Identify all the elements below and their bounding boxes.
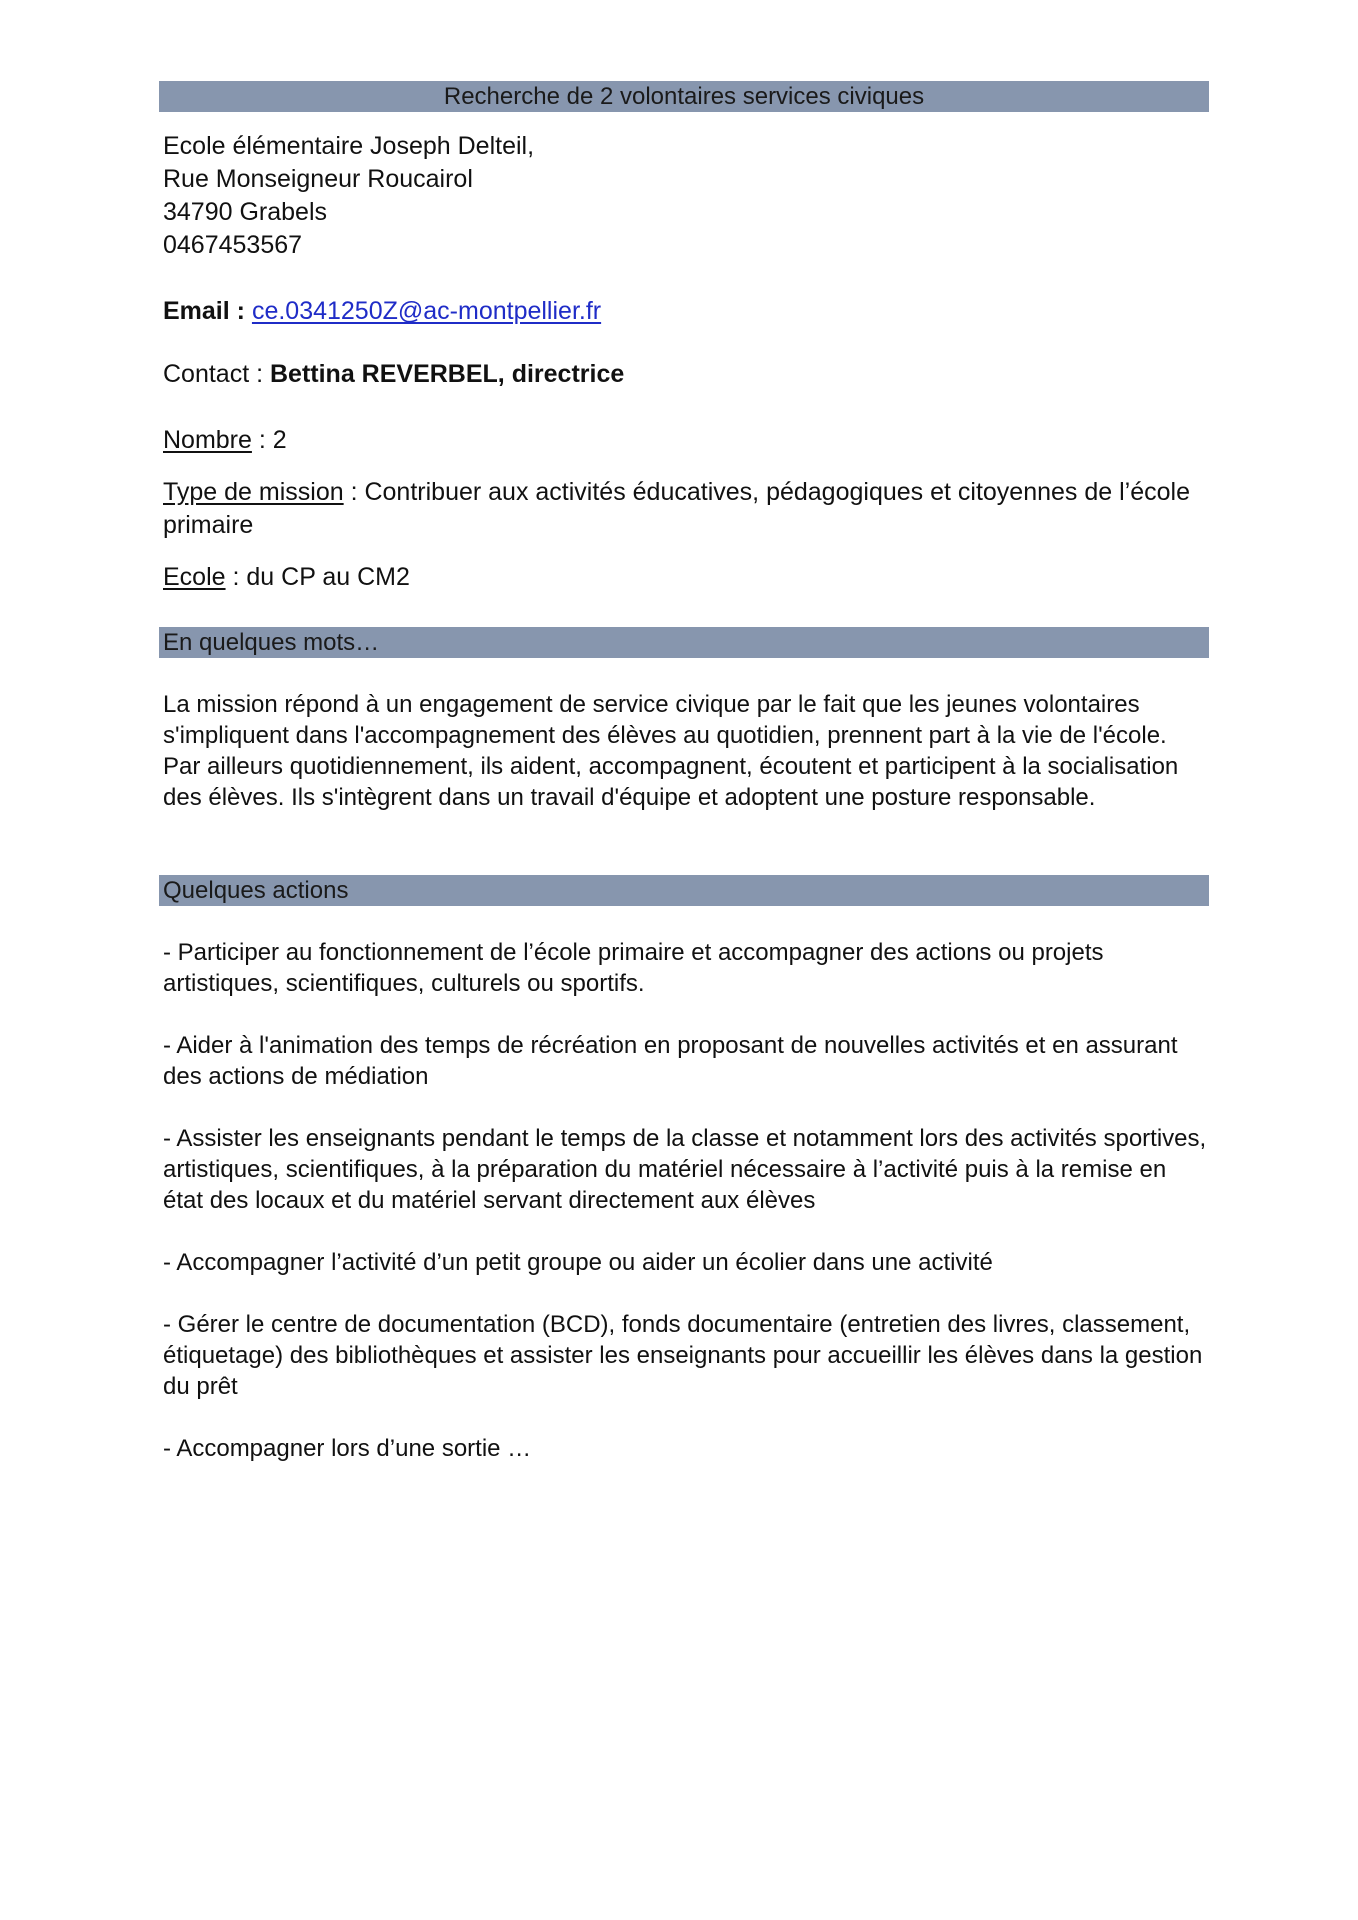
nombre-label: Nombre — [163, 426, 252, 454]
contact-label: Contact : — [163, 360, 270, 388]
email-link[interactable]: ce.0341250Z@ac-montpellier.fr — [251, 297, 602, 325]
action-item: - Accompagner l’activité d’un petit groupe ou aider un écolier dans une activité — [163, 1249, 993, 1276]
mission-type-line — [163, 476, 1208, 542]
action-item: - Aider à l'animation des temps de récréation en proposant de nouvelles activités et en assurant des actions de médiation — [163, 1032, 1178, 1090]
street-address: Rue Monseigneur Roucairol — [163, 165, 473, 193]
title-bar: Recherche de 2 volontaires services civiques — [159, 81, 1209, 112]
mission-type-value: : Contribuer aux activités éducatives, pédagogiques et citoyennes de l’école primaire — [163, 478, 1190, 539]
section-heading-actions: Quelques actions — [159, 875, 1209, 906]
ecole-value: : du CP au CM2 — [225, 563, 410, 591]
ecole-line — [163, 561, 1208, 594]
section-heading-words: En quelques mots… — [159, 627, 1209, 658]
mission-type-label: Type de mission — [163, 478, 344, 506]
nombre-line — [163, 424, 1208, 457]
nombre-value: : 2 — [251, 426, 287, 454]
phone-number: 0467453567 — [163, 231, 303, 259]
school-name: Ecole élémentaire Joseph Delteil, — [163, 132, 535, 160]
action-item: - Participer au fonctionnement de l’école primaire et accompagner des actions ou projets artistiques, scientifiques, culturels ou sportifs. — [163, 939, 1104, 997]
contact-line — [163, 358, 1208, 391]
action-item: - Gérer le centre de documentation (BCD), fonds documentaire (entretien des livres, classement, étiquetage) des bibliothèques et assister les enseignants pour accueillir les élèves dans la gestion du prêt — [163, 1311, 1203, 1400]
email-line — [163, 295, 1208, 328]
contact-name: Bettina REVERBEL, directrice — [270, 360, 625, 388]
action-item: - Accompagner lors d’une sortie … — [163, 1435, 532, 1462]
mission-description: La mission répond à un engagement de service civique par le fait que les jeunes volontaires s'impliquent dans l'accompagnement des élèves au quotidien, prennent part à la vie de l'école. Par ailleurs quotidiennement, ils aident, accompagnent, écoutent et participent à la socialisation des élèves. Ils s'intègrent dans un travail d'équipe et adoptent une posture responsable. — [163, 691, 1179, 811]
city-address: 34790 Grabels — [163, 198, 328, 226]
ecole-label: Ecole — [163, 563, 226, 591]
email-label: Email : — [163, 297, 245, 325]
action-item: - Assister les enseignants pendant le temps de la classe et notamment lors des activités sportives, artistiques, scientifiques, à la préparation du matériel nécessaire à l’activité puis à la remise en état des locaux et du matériel servant directement aux élèves — [163, 1125, 1207, 1214]
